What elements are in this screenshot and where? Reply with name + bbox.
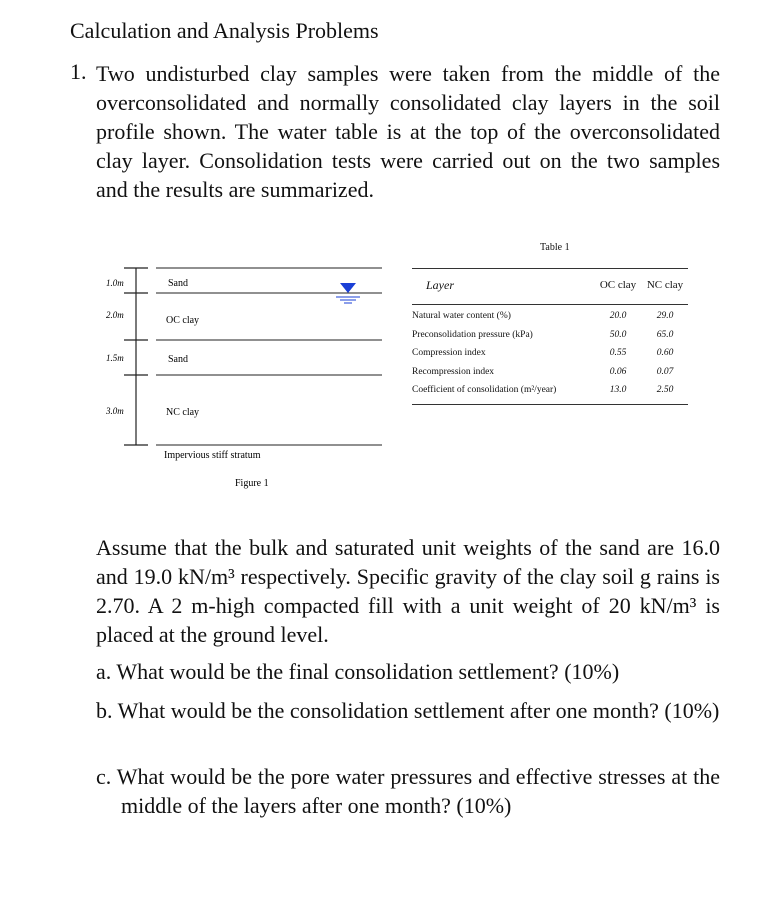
layer-label: OC clay: [166, 315, 200, 326]
table-row: [412, 326, 688, 345]
depth-label: 1.0m: [106, 278, 124, 288]
table-row: [412, 344, 688, 363]
table-row: [412, 363, 688, 382]
row-label: Coefficient of consolidation (m²/year): [412, 385, 557, 396]
row-nc-value: 0.07: [656, 366, 674, 377]
base-label: Impervious stiff stratum: [164, 450, 261, 461]
layer-label: Sand: [168, 354, 188, 365]
row-label: Natural water content (%): [412, 311, 511, 322]
row-label: Recompression index: [412, 366, 495, 377]
depth-label: 2.0m: [106, 310, 124, 320]
row-nc-value: 65.0: [656, 329, 674, 340]
section-title: Calculation and Analysis Problems: [70, 18, 379, 43]
properties-table: [412, 266, 688, 405]
row-oc-value: 50.0: [609, 329, 627, 340]
layer-label: Sand: [168, 278, 188, 289]
row-oc-value: 13.0: [609, 385, 627, 396]
problem-text: Two undisturbed clay samples were taken from the middle of the overconsolidated and normally consolidated clay layers in the soil profile shown. The water table is at the top of the overconsolidated clay layer. Consolidation tests were carried out on the two samples and the results are summarized.: [96, 61, 720, 202]
question-c: c. What would be the pore water pressures and effective stresses at the middle of the layers after one month? (10%): [96, 764, 720, 818]
table-header-oc: OC clay: [599, 279, 637, 291]
depth-label: 3.0m: [106, 406, 124, 416]
question-a: a. What would be the final consolidation settlement? (10%): [96, 659, 620, 684]
figure-caption: Figure 1: [235, 478, 269, 489]
table-caption: Table 1: [540, 242, 570, 253]
soil-profile-figure: [100, 262, 390, 497]
row-nc-value: 0.60: [656, 348, 674, 359]
table-row: [412, 307, 688, 326]
layer-label: NC clay: [166, 407, 200, 418]
row-nc-value: 2.50: [656, 385, 674, 396]
table-header-layer: Layer: [426, 277, 454, 292]
assumption-text: Assume that the bulk and saturated unit weights of the sand are 16.0 and 19.0 kN/m³ respectively. Specific gravity of the clay soil g rains is 2.70. A 2 m-high compacted fill with a unit weight of 20 kN/m³ is placed at the ground level.: [96, 535, 720, 647]
depth-label: 1.5m: [106, 353, 124, 363]
table-row: [412, 381, 688, 400]
row-nc-value: 29.0: [656, 311, 674, 322]
table-header-nc: NC clay: [646, 279, 684, 291]
problem-number: 1.: [70, 59, 87, 84]
row-oc-value: 0.06: [609, 366, 627, 377]
row-label: Preconsolidation pressure (kPa): [412, 329, 533, 340]
row-oc-value: 20.0: [609, 311, 627, 322]
table-header-row: [412, 266, 688, 305]
row-oc-value: 0.55: [609, 348, 627, 359]
question-b: b. What would be the consolidation settlement after one month? (10%): [96, 698, 720, 723]
row-label: Compression index: [412, 348, 486, 359]
